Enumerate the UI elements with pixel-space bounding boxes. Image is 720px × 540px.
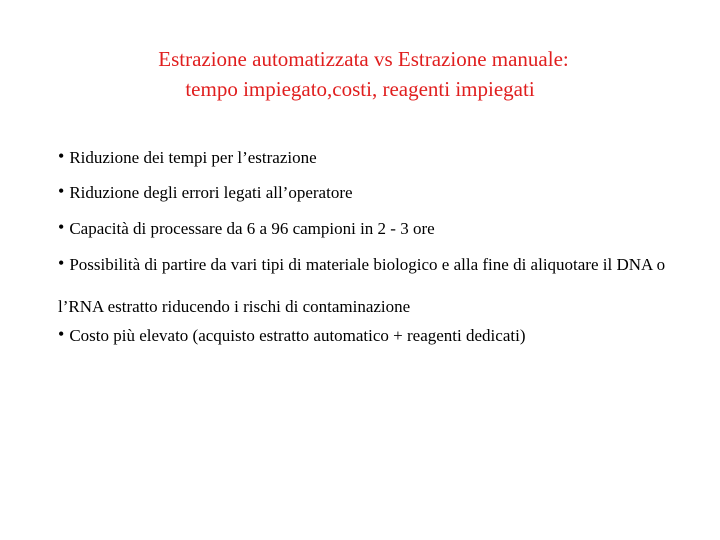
bullet-dot: •: [58, 146, 65, 166]
slide-title: [0, 44, 720, 104]
bullet-text: Riduzione degli errori legati all’operatore: [69, 183, 353, 202]
bullet-text: Riduzione dei tempi per l’estrazione: [69, 148, 317, 167]
bullet-item: [58, 323, 525, 348]
bullet-dot: •: [58, 324, 65, 344]
title-line-1: Estrazione automatizzata vs Estrazione manuale:: [158, 47, 569, 71]
title-line-2: tempo impiegato,costi, reagenti impiegati: [185, 77, 535, 101]
bullet-dot: •: [58, 217, 65, 237]
bullet-dot: •: [58, 253, 65, 273]
bullet-text: Capacità di processare da 6 a 96 campioni in 2 - 3 ore: [69, 219, 435, 238]
bullet-text: Possibilità di partire da vari tipi di materiale biologico e alla fine di aliquotare il DNA o l’RNA estratto riducendo i rischi di contaminazione: [58, 255, 666, 316]
bullet-item: [58, 180, 353, 205]
bullet-text: Costo più elevato (acquisto estratto automatico + reagenti dedicati): [69, 326, 526, 345]
bullet-item: [58, 243, 688, 328]
bullet-item: [58, 145, 317, 170]
bullet-item: [58, 216, 435, 241]
bullet-dot: •: [58, 181, 65, 201]
